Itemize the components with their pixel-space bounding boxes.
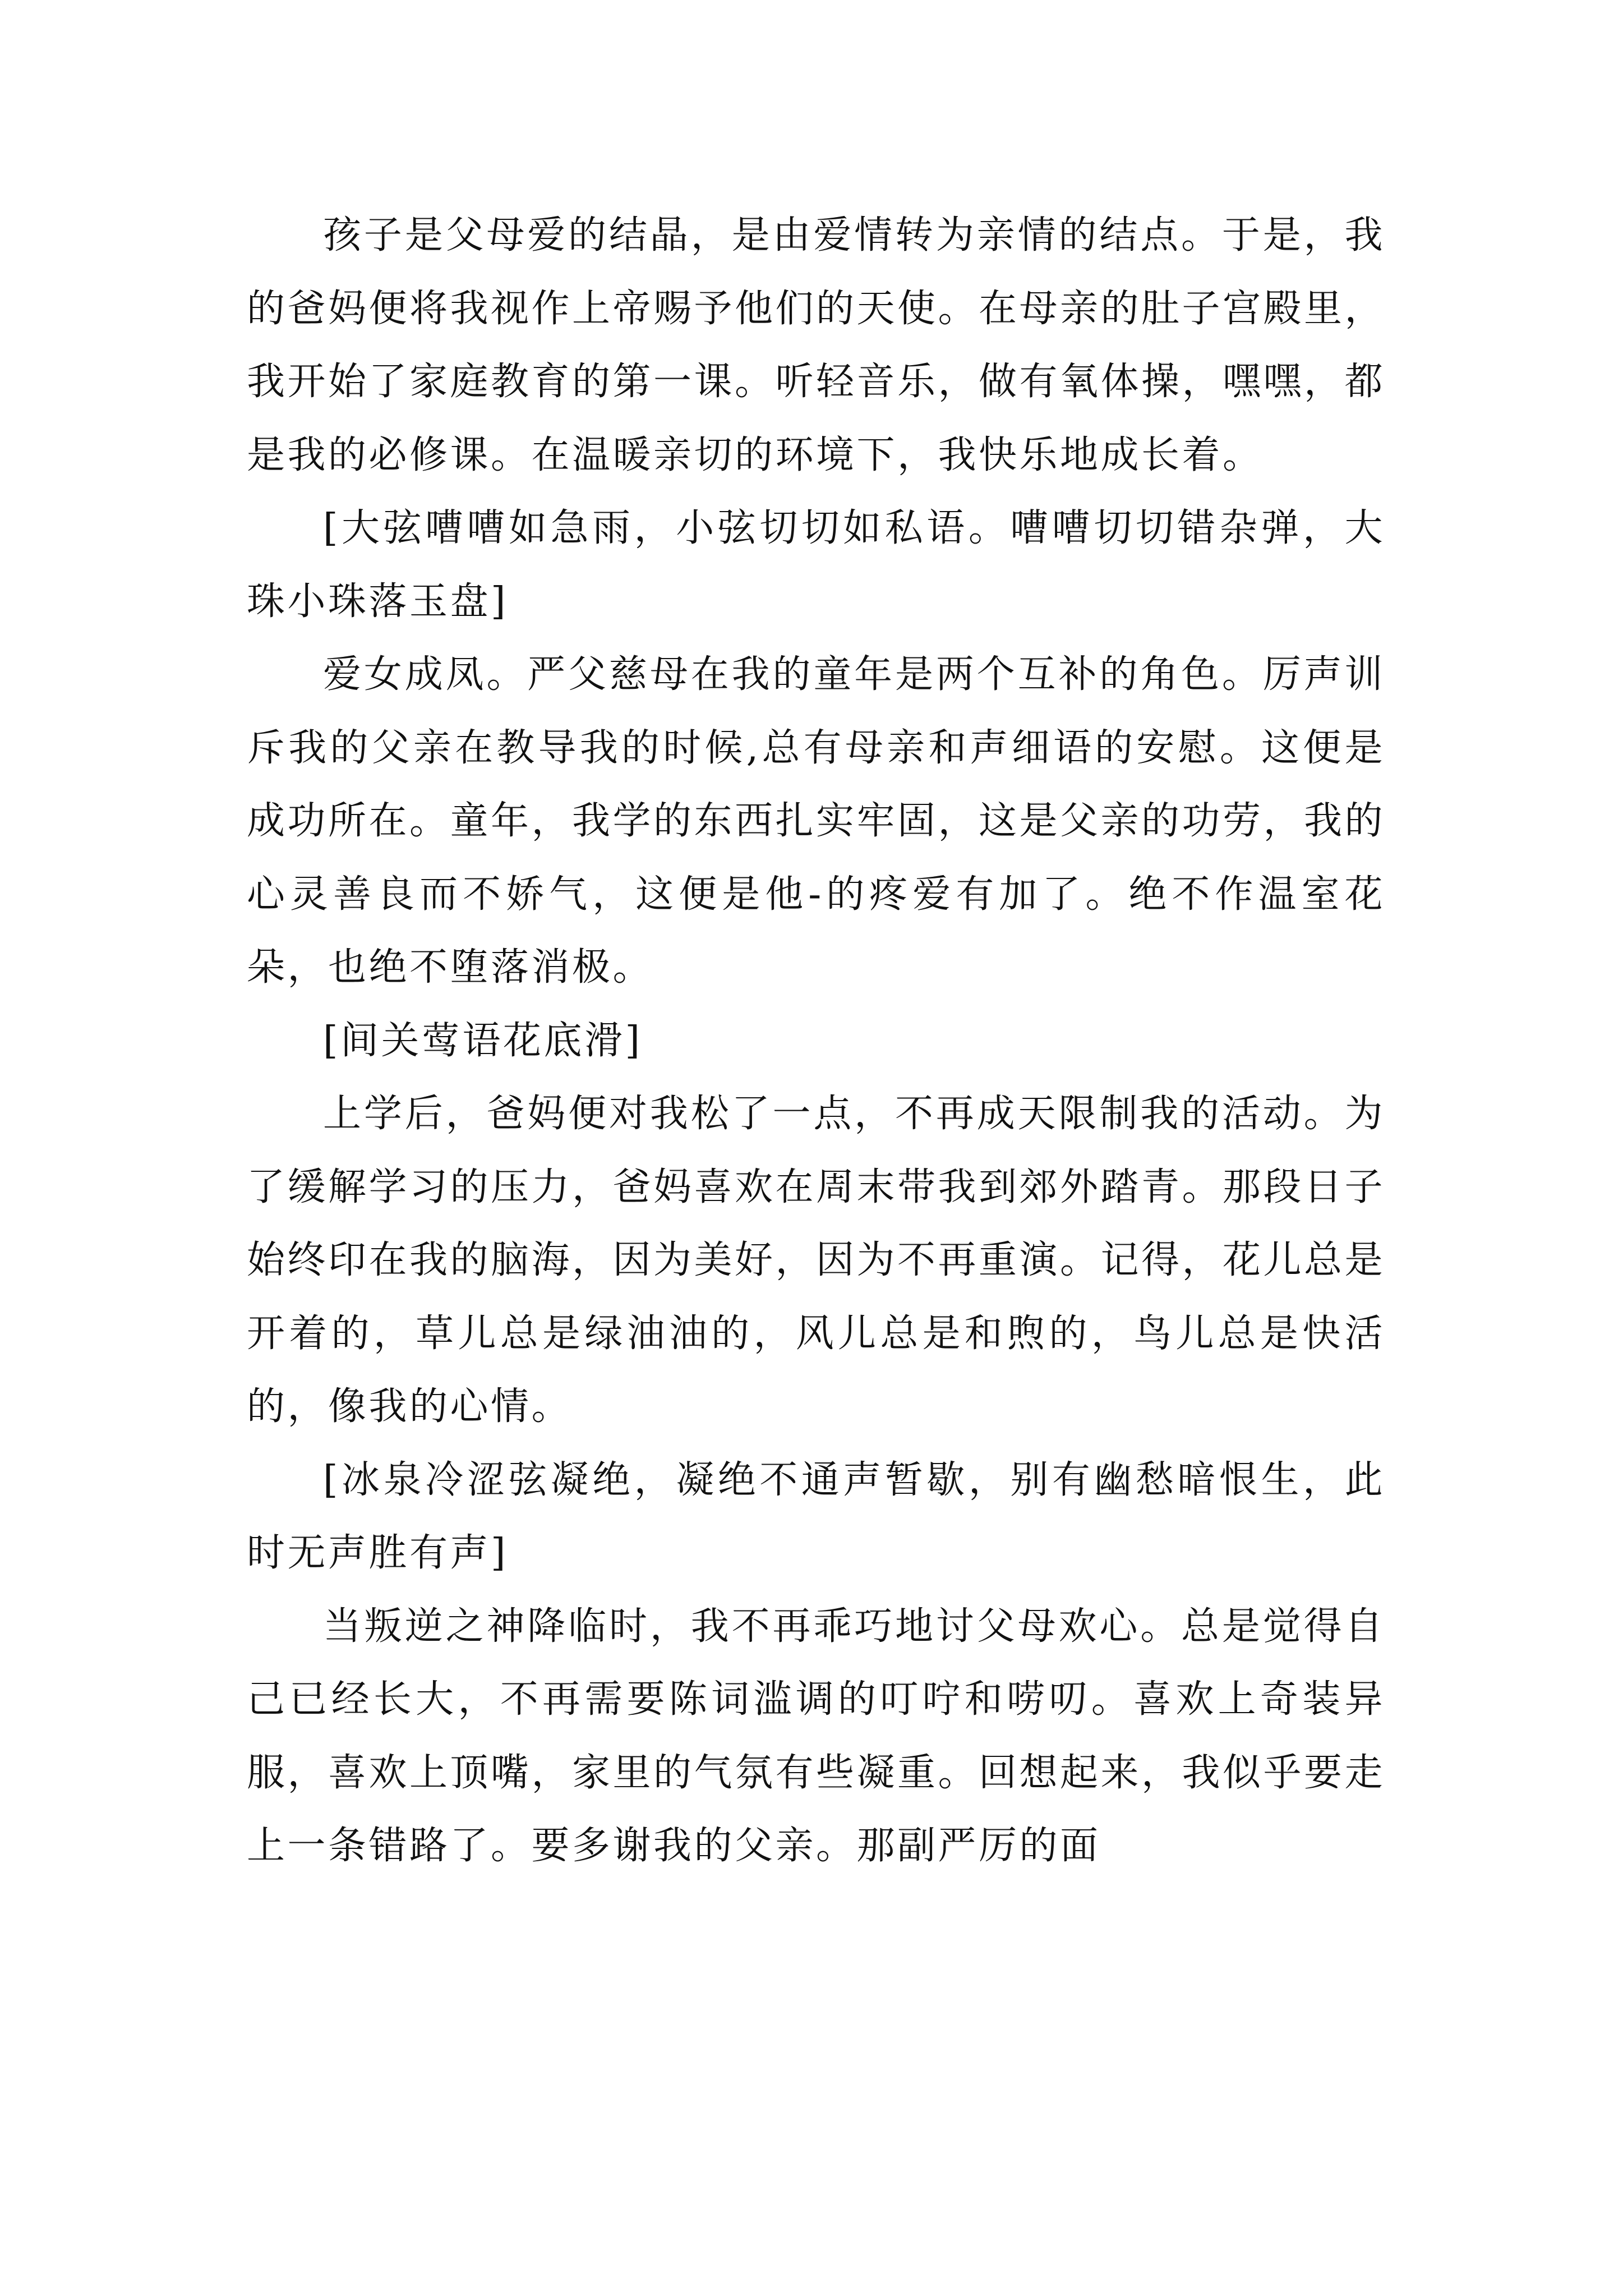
paragraph-4: 当叛逆之神降临时，我不再乖巧地讨父母欢心。总是觉得自己已经长大，不再需要陈词滥调的叮咛和唠叨。喜欢上奇装异服，喜欢上顶嘴，家里的气氛有些凝重。回想起来，我似乎要走上一条错路了。要多谢我的父亲。那副严厉的面: [247, 1604, 1386, 1868]
paragraph-1: 孩子是父母爱的结晶，是由爱情转为亲情的结点。于是，我的爸妈便将我视作上帝赐予他们的天使。在母亲的肚子宫殿里，我开始了家庭教育的第一课。听轻音乐，做有氧体操，嘿嘿，都是我的必修课。在温暖亲切的环境下，我快乐地成长着。: [247, 213, 1386, 477]
poem-quote-2: [间关莺语花底滑]: [323, 1018, 643, 1063]
paragraph-2: 爱女成凤。严父慈母在我的童年是两个互补的角色。厉声训斥我的父亲在教导我的时候,总有母亲和声细语的安慰。这便是成功所在。童年，我学的东西扎实牢固，这是父亲的功劳，我的心灵善良而不娇气，这便是他-的疼爱有加了。绝不作温室花朵，也绝不堕落消极。: [247, 652, 1386, 990]
poem-quote-1: [大弦嘈嘈如急雨，小弦切切如私语。嘈嘈切切错杂弹，大珠小珠落玉盘]: [247, 506, 1385, 624]
poem-quote-3: [冰泉冷涩弦凝绝，凝绝不通声暂歇，别有幽愁暗恨生，此时无声胜有声]: [247, 1457, 1385, 1575]
paragraph-3: 上学后，爸妈便对我松了一点，不再成天限制我的活动。为了缓解学习的压力，爸妈喜欢在周末带我到郊外踏青。那段日子始终印在我的脑海，因为美好，因为不再重演。记得，花儿总是开着的，草儿总是绿油油的，风儿总是和煦的，鸟儿总是快活的，像我的心情。: [247, 1092, 1386, 1429]
body-text: [247, 199, 1385, 1883]
